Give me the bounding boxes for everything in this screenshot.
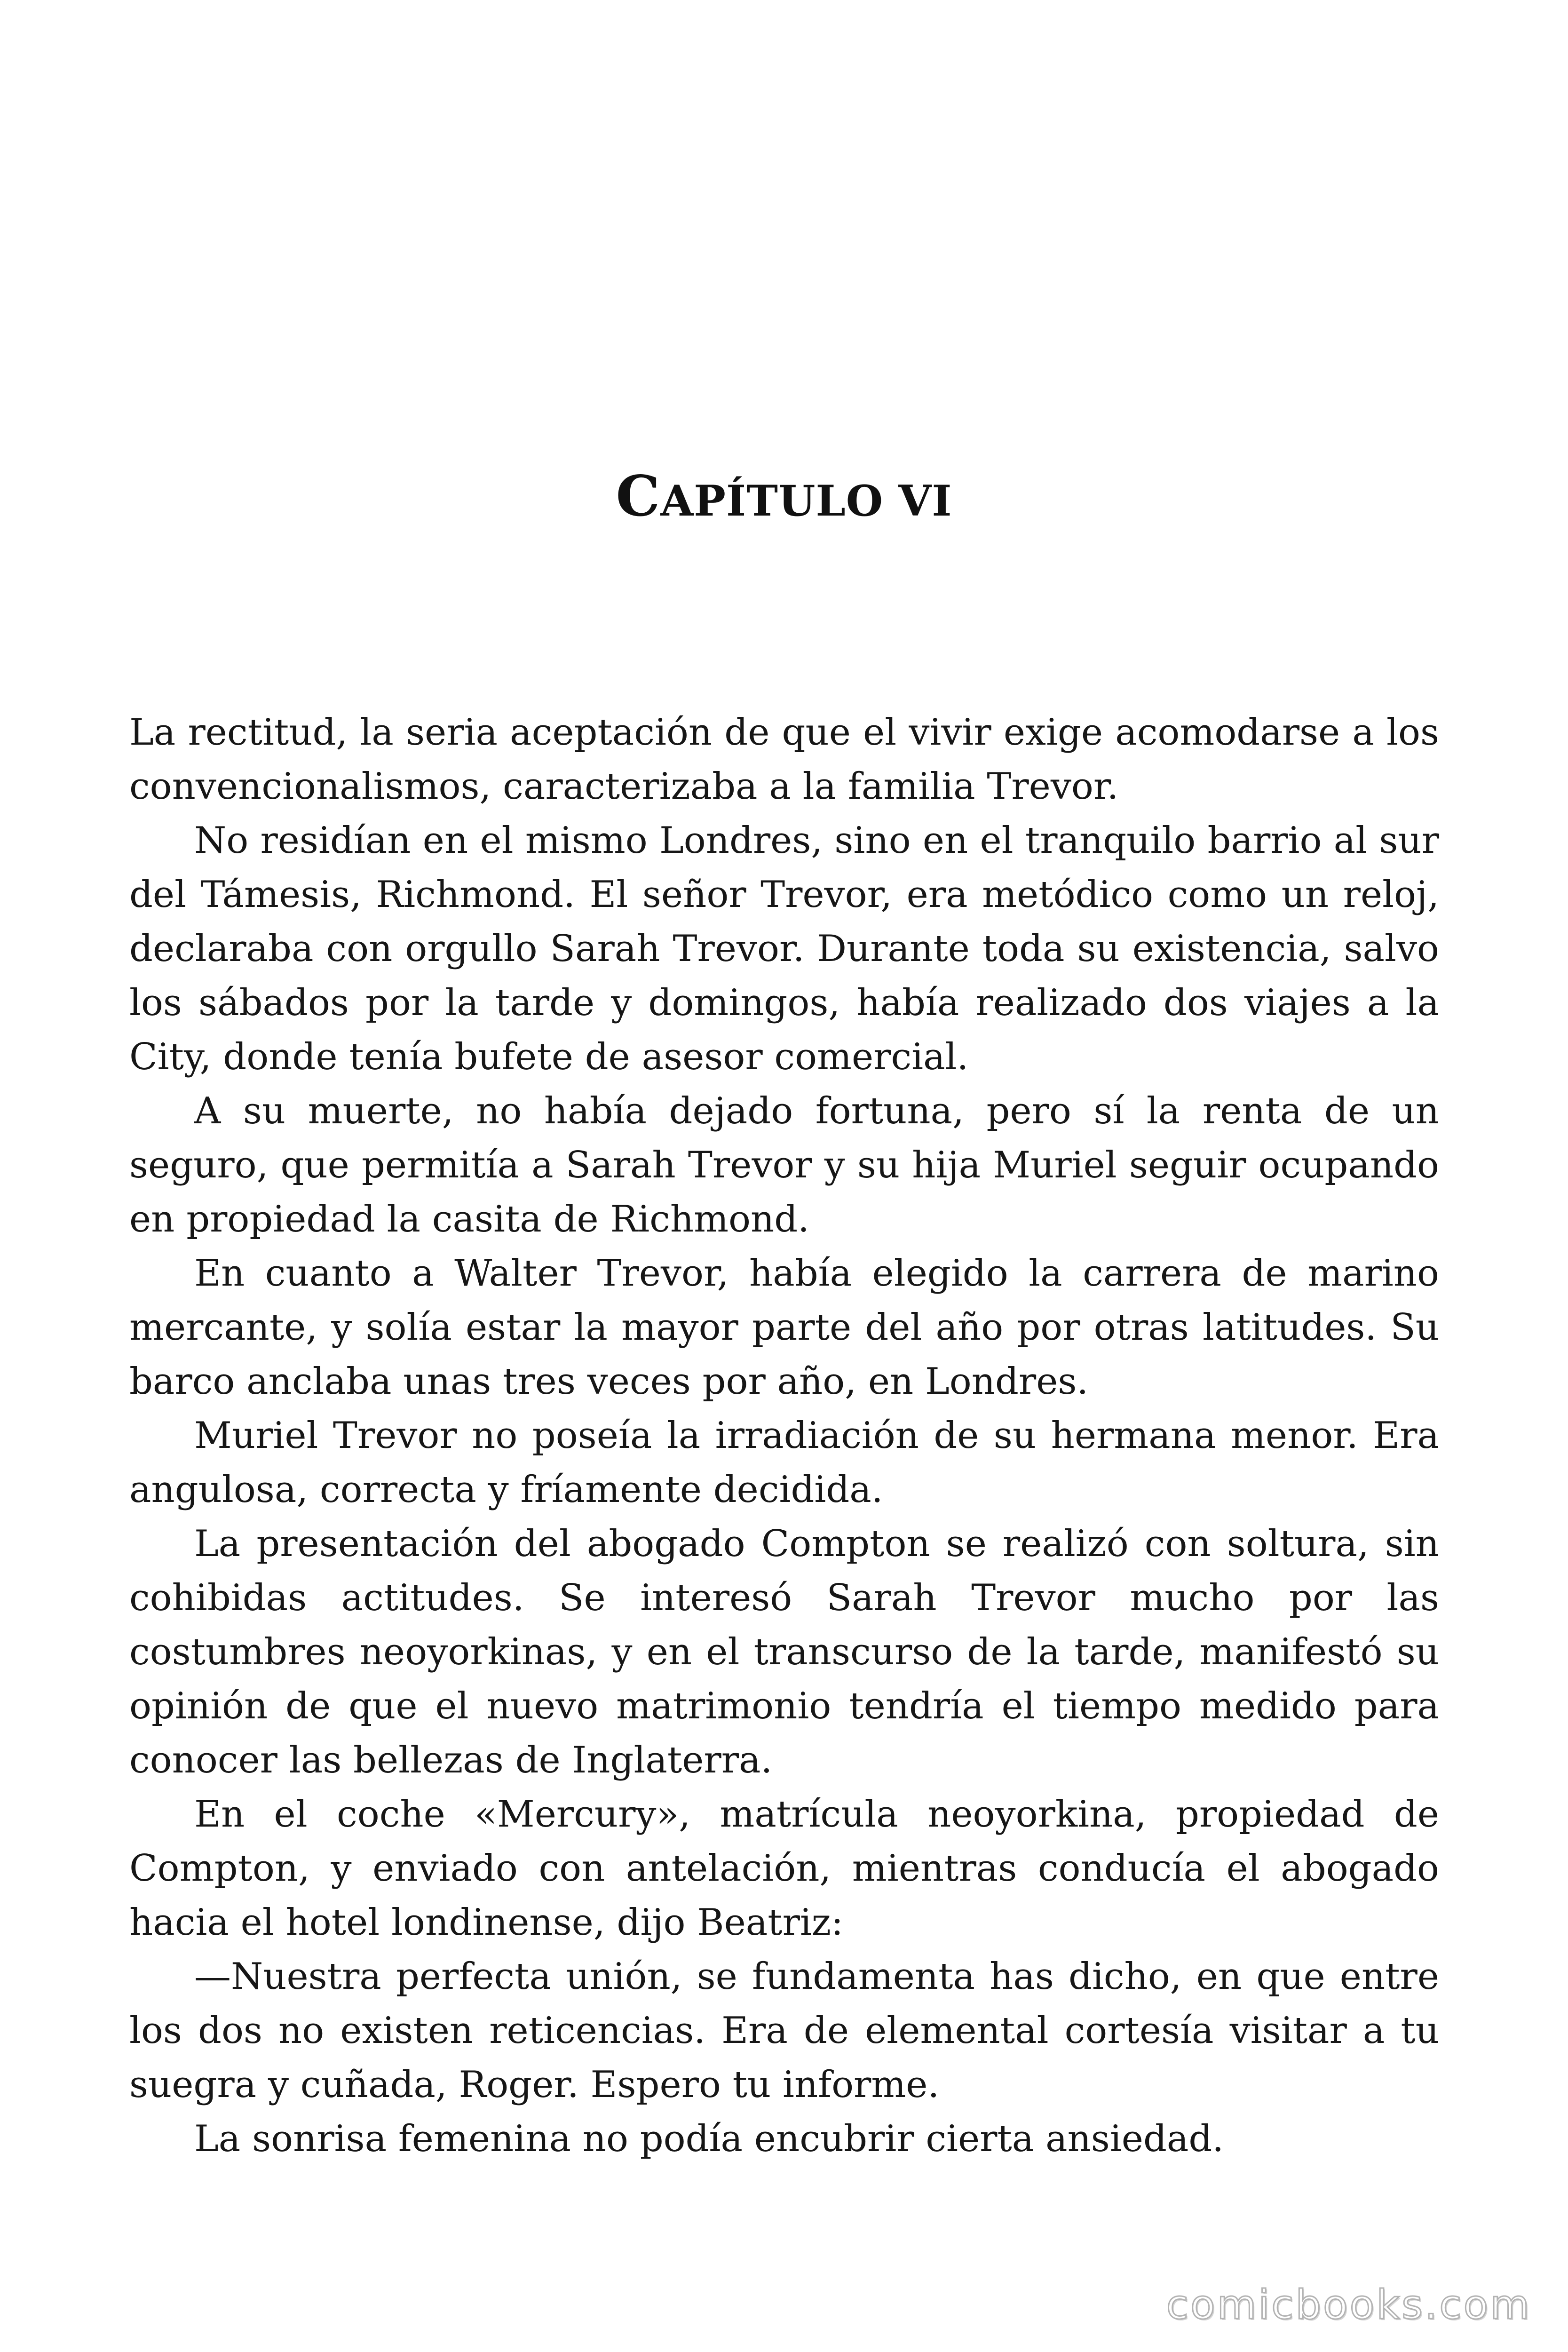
paragraph: No residían en el mismo Londres, sino en el tranquilo barrio al sur del Támesis, Richmond. El señor Trevor, era metódico como un reloj, declaraba con orgullo Sarah Trevor. Durante toda su existencia, salvo los sábados por la tarde y domingos, había realizado dos viajes a la City, donde tenía bufete de asesor comercial. <box>129 819 1439 1078</box>
paragraph: En cuanto a Walter Trevor, había elegido la carrera de marino mercante, y solía estar la mayor parte del año por otras latitudes. Su barco anclaba unas tres veces por año, en Londres. <box>129 1252 1439 1403</box>
paragraph: —Nuestra perfecta unión, se fundamenta has dicho, en que entre los dos no existen reticencias. Era de elemental cortesía visitar a tu suegra y cuñada, Roger. Espero tu informe. <box>129 1955 1439 2106</box>
paragraph: La rectitud, la seria aceptación de que el vivir exige acomodarse a los convencionalismos, caracterizaba a la familia Trevor. <box>129 711 1439 808</box>
chapter-body <box>129 706 1439 2166</box>
watermark: comicbooks.com <box>1166 2281 1531 2328</box>
paragraph: En el coche «Mercury», matrícula neoyorkina, propiedad de Compton, y enviado con antelación, mientras conducía el abogado hacia el hotel londinense, dijo Beatriz: <box>129 1793 1439 1944</box>
paragraph: Muriel Trevor no poseía la irradiación de su hermana menor. Era angulosa, correcta y fríamente decidida. <box>129 1414 1439 1511</box>
chapter-title-initial: C <box>616 463 661 529</box>
paragraph: La sonrisa femenina no podía encubrir cierta ansiedad. <box>194 2118 1224 2160</box>
paragraph: La presentación del abogado Compton se realizó con soltura, sin cohibidas actitudes. Se interesó Sarah Trevor mucho por las costumbres neoyorkinas, y en el transcurso de la tarde, manifestó su opinión de que el nuevo matrimonio tendría el tiempo medido para conocer las bellezas de Inglaterra. <box>129 1523 1439 1781</box>
chapter-title <box>0 459 1568 539</box>
chapter-title-rest: APÍTULO VI <box>660 476 952 526</box>
paragraph: A su muerte, no había dejado fortuna, pero sí la renta de un seguro, que permitía a Sarah Trevor y su hija Muriel seguir ocupando en propiedad la casita de Richmond. <box>129 1090 1439 1240</box>
